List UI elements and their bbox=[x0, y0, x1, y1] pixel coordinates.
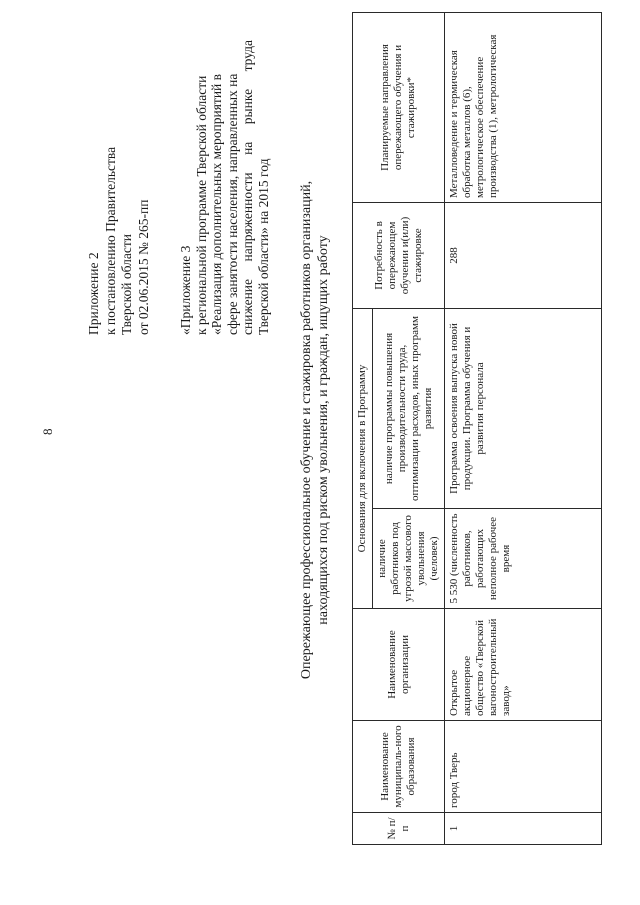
annex3-word: на bbox=[240, 141, 255, 155]
cell-organization: Открытое акционерное общество «Тверской вагоностроительный завод» bbox=[445, 609, 602, 721]
annex3-line: Тверской области» на 2015 год bbox=[255, 158, 271, 335]
training-table bbox=[352, 12, 602, 845]
annex3-word: напряженности bbox=[240, 172, 255, 262]
title-line: находящихся под риском увольнения, и граждан, ищущих работу bbox=[316, 235, 331, 625]
annex3-line: сфере занятости населения, направленных на bbox=[224, 73, 240, 335]
header-municipality: Наименование муниципаль-ного образования bbox=[353, 721, 445, 813]
annex3-line: «Реализация дополнительных мероприятий в bbox=[209, 73, 224, 335]
cell-basis-program: Программа освоения выпуска новой продукции. Программа обучения и развития персонала bbox=[445, 309, 602, 509]
cell-num: 1 bbox=[445, 813, 602, 845]
annex3-word: труда bbox=[240, 40, 255, 72]
document-title bbox=[298, 15, 332, 845]
appendix-line: к постановлению Правительства bbox=[102, 146, 118, 335]
table-row bbox=[445, 13, 602, 845]
appendix-line: Приложение 2 bbox=[86, 252, 101, 335]
header-organization: Наименование организации bbox=[353, 609, 445, 721]
annex3-header bbox=[178, 40, 271, 335]
appendix-line: Тверской области bbox=[119, 234, 134, 335]
title-line: Опережающее профессиональное обучение и стажировка работников организаций, bbox=[299, 180, 314, 680]
cell-basis-risk: 5 530 (численность работников, работающих неполное рабочее время bbox=[445, 509, 602, 609]
cell-municipality: город Тверь bbox=[445, 721, 602, 813]
appendix-header bbox=[86, 35, 152, 335]
header-need: Потребность в опережающем обучении и(или) стажировке bbox=[353, 203, 445, 309]
page-number: 8 bbox=[40, 428, 55, 435]
annex3-line: к региональной программе Тверской области bbox=[193, 75, 209, 335]
cell-directions: Металловедение и термическая обработка металлов (6), метрологическое обеспечение производства (1), метрологическая bbox=[445, 13, 602, 203]
header-basis-risk: наличие работников под угрозой массового увольнения (человек) bbox=[373, 509, 445, 609]
header-basis-group: Основания для включения в Программу bbox=[353, 309, 373, 609]
appendix-line: от 02.06.2015 № 265-пп bbox=[135, 199, 151, 335]
header-directions: Планируемые направления опережающего обучения и стажировки* bbox=[353, 13, 445, 203]
annex3-justified-line bbox=[240, 40, 256, 335]
cell-need: 288 bbox=[445, 203, 602, 309]
header-basis-program: наличие программы повышения производительности труда, оптимизации расходов, иных программ развития bbox=[373, 309, 445, 509]
annex3-word: рынке bbox=[240, 88, 255, 125]
header-num: № п/п bbox=[353, 813, 445, 845]
annex3-line: «Приложение 3 bbox=[178, 245, 193, 335]
annex3-word: снижение bbox=[240, 278, 255, 335]
